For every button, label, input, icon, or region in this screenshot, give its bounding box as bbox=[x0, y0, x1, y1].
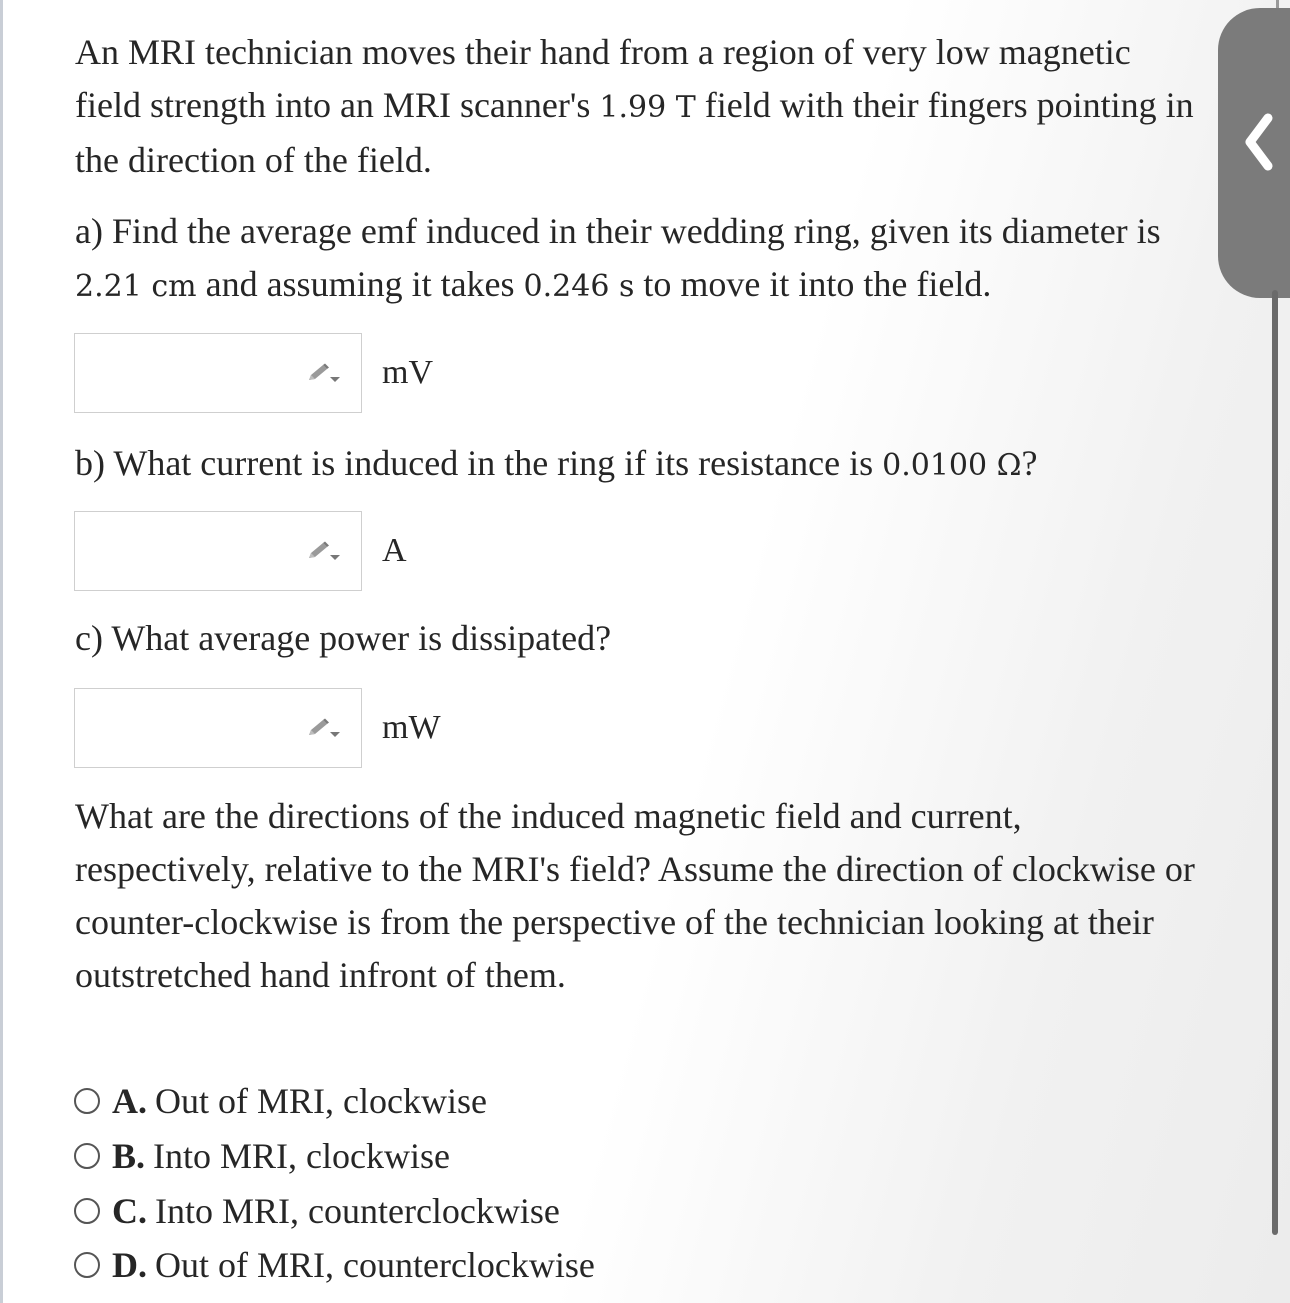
radio-button[interactable] bbox=[74, 1143, 100, 1169]
direction-line-2: respectively, relative to the MRI's field? Assume the direction of clockwise or bbox=[75, 849, 1195, 889]
power-answer-input[interactable] bbox=[74, 688, 362, 768]
chevron-left-icon bbox=[1240, 112, 1276, 172]
problem-line-2-start: field strength into an MRI scanner's bbox=[75, 85, 600, 125]
emf-unit: mV bbox=[382, 354, 433, 391]
radio-button[interactable] bbox=[74, 1252, 100, 1278]
direction-line-1: What are the directions of the induced magnetic field and current, bbox=[75, 796, 1022, 836]
vertical-scrollbar[interactable] bbox=[1272, 290, 1278, 1235]
option-c[interactable] bbox=[74, 1188, 560, 1234]
option-b[interactable] bbox=[74, 1133, 450, 1179]
emf-answer-input[interactable] bbox=[74, 333, 362, 413]
part-a-question bbox=[75, 205, 1161, 313]
option-letter: C. bbox=[112, 1191, 147, 1231]
option-a[interactable] bbox=[74, 1078, 487, 1124]
radio-button[interactable] bbox=[74, 1088, 100, 1114]
part-b-answer-row bbox=[74, 511, 674, 593]
field-strength-value: 1.99 T bbox=[599, 90, 696, 125]
part-b-text: b) What current is induced in the ring if its resistance is bbox=[75, 443, 883, 483]
pencil-dropdown-icon[interactable] bbox=[307, 362, 341, 386]
part-b-question bbox=[75, 437, 1038, 492]
left-border bbox=[0, 0, 3, 1303]
problem-line-3: the direction of the field. bbox=[75, 140, 432, 180]
part-a-end-text: to move it into the field. bbox=[634, 264, 992, 304]
problem-statement bbox=[75, 26, 1194, 187]
part-b-line bbox=[75, 437, 1038, 492]
option-text: Out of MRI, counterclockwise bbox=[155, 1245, 595, 1285]
ring-diameter: 2.21 cm bbox=[75, 269, 197, 304]
option-text: Into MRI, clockwise bbox=[153, 1136, 450, 1176]
part-c-question bbox=[75, 612, 611, 665]
current-unit: A bbox=[382, 532, 407, 569]
radio-button[interactable] bbox=[74, 1198, 100, 1224]
direction-line-3: counter-clockwise is from the perspective of the technician looking at their bbox=[75, 902, 1154, 942]
option-letter: D. bbox=[112, 1245, 147, 1285]
part-a-mid-text: and assuming it takes bbox=[196, 264, 524, 304]
problem-line-2-end: field with their fingers pointing in bbox=[695, 85, 1194, 125]
problem-line-1: An MRI technician moves their hand from a region of very low magnetic bbox=[75, 32, 1131, 72]
option-letter: B. bbox=[112, 1136, 146, 1176]
option-d[interactable] bbox=[74, 1242, 595, 1288]
problem-line-2 bbox=[75, 79, 1194, 134]
power-unit: mW bbox=[382, 709, 441, 746]
ring-resistance: 0.0100 Ω bbox=[882, 448, 1022, 483]
part-b-end: ? bbox=[1021, 443, 1038, 483]
part-a-line-2 bbox=[75, 258, 1161, 313]
part-c-line: c) What average power is dissipated? bbox=[75, 618, 612, 658]
direction-line-4: outstretched hand infront of them. bbox=[75, 955, 566, 995]
option-text: Into MRI, counterclockwise bbox=[155, 1191, 560, 1231]
pencil-dropdown-icon[interactable] bbox=[307, 717, 341, 741]
pencil-dropdown-icon[interactable] bbox=[307, 540, 341, 564]
side-panel-toggle[interactable] bbox=[1218, 8, 1290, 298]
part-a-answer-row bbox=[74, 333, 674, 415]
part-a-line-1: a) Find the average emf induced in their wedding ring, given its diameter is bbox=[75, 211, 1161, 251]
part-c-answer-row bbox=[74, 688, 674, 770]
option-letter: A. bbox=[112, 1081, 147, 1121]
move-time: 0.246 s bbox=[523, 269, 635, 304]
option-text: Out of MRI, clockwise bbox=[155, 1081, 487, 1121]
current-answer-input[interactable] bbox=[74, 511, 362, 591]
direction-question bbox=[75, 790, 1195, 1002]
